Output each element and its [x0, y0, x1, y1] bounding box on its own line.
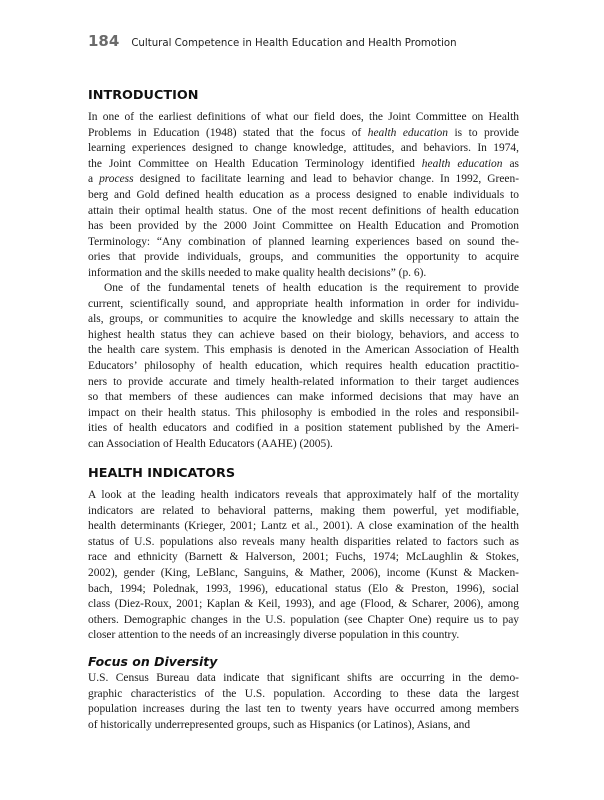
text-line: race and ethnicity (Barnett & Halverson, 2001; Fuchs, 1974; McLaughlin & Stokes, — [88, 551, 519, 564]
text-line: has been provided by the 2000 Joint Committee on Health Education and Promotion — [88, 220, 519, 233]
running-head — [88, 32, 457, 51]
text-line: a process designed to facilitate learning and lead to behavior change. In 1992, Green- — [88, 173, 520, 186]
text-line: information and the skills needed to make quality health decisions” (p. 6). — [88, 266, 427, 279]
text-line: status of U.S. populations also reveals many health disparities related to factors such as — [88, 535, 519, 548]
text-line: can Association of Health Educators (AAHE) (2005). — [88, 437, 333, 450]
text-line: ities of health educators and codified in a position statement published by the Ameri- — [88, 422, 519, 435]
text-line: population increases during the last ten to twenty years have occurred among members — [88, 703, 519, 716]
paragraph-intro-2 — [88, 281, 519, 453]
emphasis: health education — [367, 126, 448, 139]
text-line: bach, 1994; Polednak, 1993, 1996), educational status (Elo & Preston, 1996), social — [88, 582, 519, 595]
text-line: Educators’ philosophy of health education, which requires health education practitio- — [88, 359, 519, 372]
section-heading-introduction: INTRODUCTION — [88, 88, 199, 103]
text-line: ners to provide accurate and timely health-related information to their target audiences — [88, 375, 519, 388]
text-line: highest health status they can achieve based on their biology, behaviors, and access to — [88, 328, 519, 341]
text-line: berg and Gold defined health education as a process designed to enable individuals to — [88, 188, 519, 201]
running-head-title: Cultural Competence in Health Education and Health Promotion — [131, 38, 457, 49]
text-line: learning experiences designed to change knowledge, attitudes, and behaviors. In 1974, — [88, 142, 519, 155]
text-line: ories that provide individuals, groups, and communities the opportunity to acquire — [88, 251, 519, 264]
text-line: the Joint Committee on Health Education Terminology identified health education as — [88, 157, 519, 170]
text-line: class (Diez-Roux, 2001; Kaplan & Keil, 1993), and age (Flood, & Scharer, 2006), among — [88, 598, 519, 611]
text-line: the health care system. This emphasis is denoted in the American Association of Health — [88, 344, 519, 357]
text-line: als, groups, or communities to acquire the knowledge and skills necessary to attain the — [88, 313, 519, 326]
text-line: A look at the leading health indicators reveals that approximately half of the mortality — [88, 489, 519, 501]
emphasis: health education — [421, 157, 503, 170]
text-line: Terminology: “Any combination of planned learning experiences based on sound the- — [88, 235, 519, 248]
paragraph-health-indicators — [88, 488, 519, 644]
text-line: closer attention to the needs of an increasingly diverse population in this country. — [88, 629, 460, 642]
section-heading-health-indicators: HEALTH INDICATORS — [88, 466, 236, 481]
subsection-heading-focus-on-diversity: Focus on Diversity — [88, 654, 218, 669]
page-number: 184 — [88, 32, 120, 50]
text-line: health determinants (Krieger, 2001; Lantz et al., 2001). A close examination of the health — [88, 520, 519, 533]
text-line: In one of the earliest definitions of what our field does, the Joint Committee on Health — [88, 111, 519, 123]
text-line: indicators are related to behavioral patterns, making them powerful, yet modifiable, — [88, 504, 519, 517]
text-line: Problems in Education (1948) stated that the focus of health education is to provide — [88, 126, 519, 139]
paragraph-focus-on-diversity — [88, 671, 519, 733]
text-line: attain their optimal health status. One of the most recent definitions of health education — [88, 204, 519, 217]
text-line: U.S. Census Bureau data indicate that significant shifts are occurring in the demo- — [88, 672, 519, 684]
text-line: graphic characteristics of the U.S. population. According to these data the largest — [88, 687, 519, 700]
text-line: of historically underrepresented groups, such as Hispanics (or Latinos), Asians, and — [88, 718, 471, 731]
emphasis: process — [99, 173, 134, 186]
text-line: impact on their health status. This philosophy is embodied in the roles and responsibil- — [88, 406, 519, 419]
text-line: current, scientifically sound, and appropriate health information in order for individu- — [88, 297, 519, 310]
text-line: others. Demographic changes in the U.S. population (see Chapter One) require us to pay — [88, 613, 519, 626]
text-line: 2002), gender (King, LeBlanc, Sanguins, & Mather, 2006), income (Kunst & Macken- — [88, 566, 519, 579]
text-line: so that members of these audiences can make informed decisions that may have an — [88, 391, 519, 404]
paragraph-intro-1 — [88, 110, 519, 282]
text-line: One of the fundamental tenets of health education is the requirement to provide — [104, 282, 519, 294]
